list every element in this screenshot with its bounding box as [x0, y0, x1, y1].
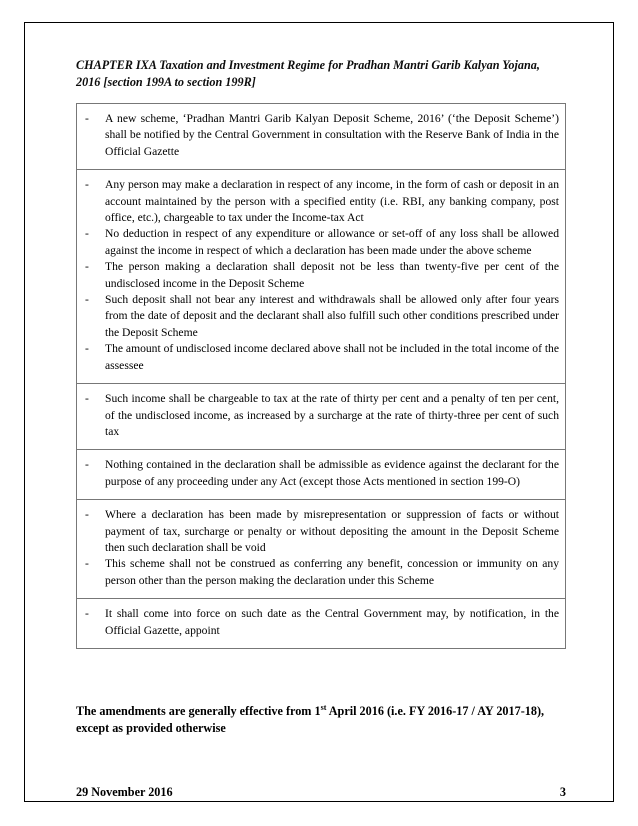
table-row: [77, 384, 566, 450]
table-row: [77, 450, 566, 500]
amendment-note: [76, 703, 566, 737]
amendment-note-superscript: st: [320, 702, 327, 712]
bullet-marker: -: [85, 557, 89, 571]
bullet-text: Where a declaration has been made by misrepresentation or suppression of facts or without payment of tax, surcharge or penalty or without depositing the amount in the Deposit Scheme then such declaration shall be void: [105, 508, 559, 554]
footer-date: 29 November 2016: [76, 785, 173, 799]
amendment-note-before: The amendments are generally effective from 1: [76, 704, 321, 718]
bullet-marker: -: [85, 260, 89, 274]
bullet-marker: -: [85, 227, 89, 241]
bullet-item: [85, 556, 559, 589]
chapter-title: CHAPTER IXA Taxation and Investment Regime for Pradhan Mantri Garib Kalyan Yojana, 2016 [section 199A to section 199R]: [76, 58, 540, 89]
bullet-item: [85, 259, 559, 292]
bullet-text: The person making a declaration shall deposit not be less than twenty-five per cent of the undisclosed income in the Deposit Scheme: [105, 260, 559, 290]
bullet-text: Such deposit shall not bear any interest and withdrawals shall be allowed only after four years from the date of deposit and the declarant shall also fulfill such other conditions prescribed under the Deposit Scheme: [105, 293, 559, 339]
bullet-item: [85, 457, 559, 490]
page-number: 3: [559, 785, 566, 799]
table-row: [77, 170, 566, 384]
table-cell: [77, 599, 566, 649]
bullet-marker: -: [85, 342, 89, 356]
table-cell: [77, 500, 566, 599]
bullet-text: It shall come into force on such date as the Central Government may, by notification, in the Official Gazette, appoint: [105, 607, 559, 637]
bullet-item: [85, 341, 559, 374]
bullet-item: [85, 226, 559, 259]
bullet-text: This scheme shall not be construed as conferring any benefit, concession or immunity on any person other than the person making the declaration under this Scheme: [105, 557, 559, 587]
table-cell: [77, 104, 566, 170]
bullet-marker: -: [85, 392, 89, 406]
provisions-table: [76, 103, 566, 649]
table-row: [77, 599, 566, 649]
bullet-text: No deduction in respect of any expenditure or allowance or set-off of any loss shall be allowed against the income in respect of which a declaration has been made under the above scheme: [105, 227, 559, 257]
table-row: [77, 104, 566, 170]
table-cell: [77, 170, 566, 384]
bullet-marker: -: [85, 178, 89, 192]
bullet-item: [85, 606, 559, 639]
bullet-marker: -: [85, 293, 89, 307]
bullet-marker: -: [85, 508, 89, 522]
bullet-item: [85, 111, 559, 160]
bullet-marker: -: [85, 458, 89, 472]
bullet-text: Such income shall be chargeable to tax at the rate of thirty per cent and a penalty of ten per cent, of the undisclosed income, as increased by a surcharge at the rate of thirty-three per cent of such tax: [105, 392, 559, 438]
provisions-table-body: [77, 104, 566, 649]
bullet-item: [85, 391, 559, 440]
bullet-item: [85, 177, 559, 226]
bullet-text: Nothing contained in the declaration shall be admissible as evidence against the declarant for the purpose of any proceeding under any Act (except those Acts mentioned in section 199-O): [105, 458, 559, 488]
bullet-marker: -: [85, 607, 89, 621]
bullet-text: Any person may make a declaration in respect of any income, in the form of cash or deposit in an account maintained by the person with a specified entity (i.e. RBI, any banking company, post office, etc.), chargeable to tax under the Income-tax Act: [105, 178, 559, 225]
bullet-item: [85, 507, 559, 556]
bullet-text: The amount of undisclosed income declared above shall not be included in the total income of the assessee: [105, 342, 559, 372]
table-cell: [77, 450, 566, 500]
bullet-text: A new scheme, ‘Pradhan Mantri Garib Kalyan Deposit Scheme, 2016’ (‘the Deposit Scheme’) shall be notified by the Central Government in consultation with the Reserve Bank of India in the Official Gazette: [105, 112, 559, 158]
table-row: [77, 500, 566, 599]
amendment-note-after: April 2016 (i.e. FY 2016-17 / AY 2017-18), except as provided otherwise: [76, 704, 545, 735]
table-cell: [77, 384, 566, 450]
bullet-item: [85, 292, 559, 341]
bullet-marker: -: [85, 112, 89, 125]
